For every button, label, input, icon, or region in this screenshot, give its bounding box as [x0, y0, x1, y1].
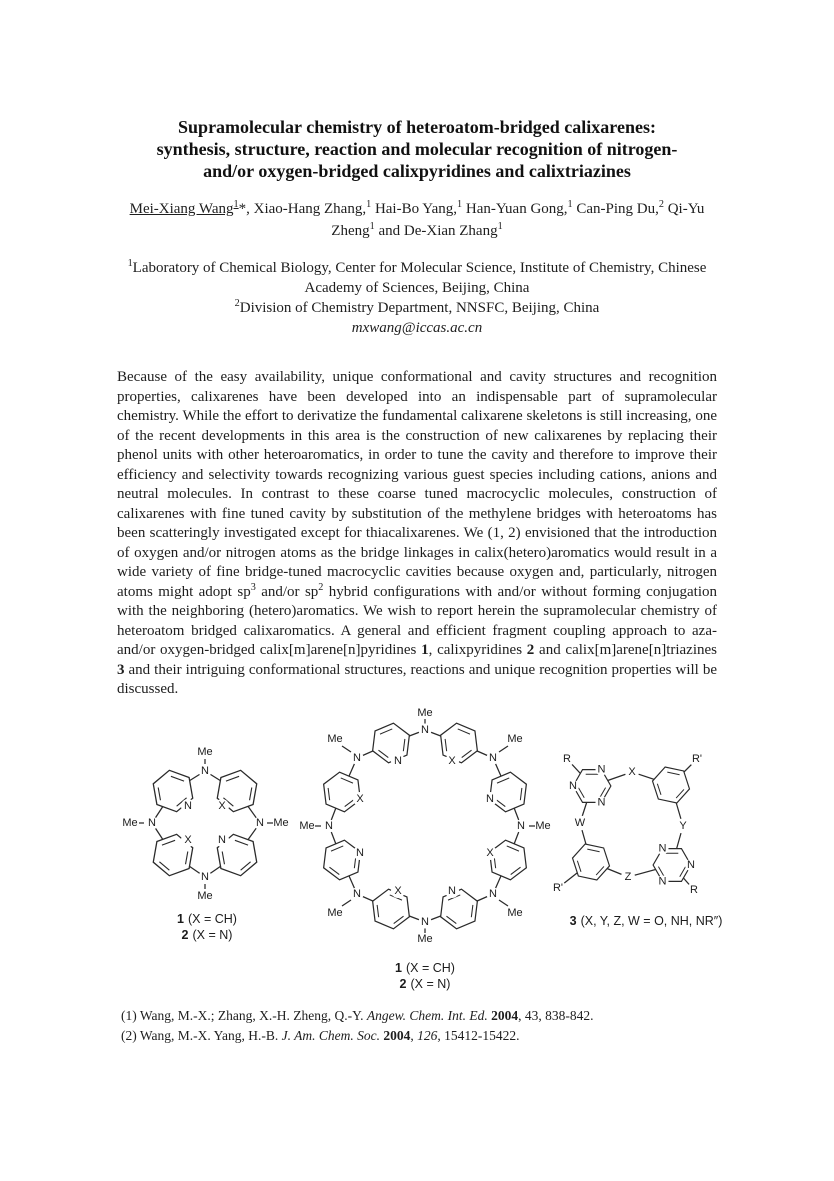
substituent-label-r: R	[690, 883, 698, 896]
affiliations-block	[117, 258, 717, 338]
molecule-structure-calix8	[296, 704, 554, 950]
atom-label-n: N	[569, 779, 577, 792]
methyl-label: Me	[535, 819, 551, 832]
compound-2-definition: (X = N)	[192, 927, 233, 942]
atom-label-n: N	[421, 723, 429, 736]
molecule-structure-calixtriazine	[548, 749, 720, 901]
atom-label-n: N	[353, 887, 361, 900]
atom-label-n: N	[325, 819, 333, 832]
title-line-3: and/or oxygen-bridged calixpyridines and calixtriazines	[203, 161, 631, 181]
atom-label-x: X	[356, 792, 364, 805]
methyl-label: Me	[273, 816, 289, 829]
atom-label-n: N	[597, 796, 606, 808]
affiliation-2: $^2$Division of Chemistry Department, NNSFC, Beijing, China	[234, 298, 600, 316]
compound-2-number: 2	[399, 976, 407, 991]
structure-calixtriazine-caption	[560, 913, 732, 929]
compound-1-number: 1	[395, 960, 402, 975]
compound-1-definition: (X = CH)	[187, 911, 237, 926]
substituent-label-r-prime: R'	[552, 881, 564, 894]
atom-label-x: X	[184, 833, 192, 846]
abstract-paragraph: Because of the easy availability, unique conformational and cavity structures and recognition properties, calixarenes have been developed into an indispensable part of supramolecular chemistry. While the effort to derivatize the fundamental calixarene skeletons is still increasing, one of the recent developments in this area is the construction of new calixarenes by replacing their phenol units with other heteroaromatics, in order to tune the cavity and therefore to improve their efficiency and selectivity towards recognizing various guest species including cations, anions and neutral molecules. In contrast to these coarse tuned macrocyclic molecules, construction of calixarenes with fine tuned cavity by substitution of the methylene bridges with heteroatoms has been scatteringly investigated except for thiacalixarenes. We (1, 2) envisioned that the introduction of oxygen and/or nitrogen atoms as the bridge linkages in calix(hetero)aromatics would result in a wide variety of fine bridge-tuned macrocyclic cavities because oxygen and, particularly, nitrogen atoms might adopt $sp^3$ and/or $sp^2$ hybrid configurations with and/or without forming conjugation with the neighboring (hetero)aromatics. We wish to report herein the supramolecular chemistry of heteroatom bridged calixaromatics. A general and efficient fragment coupling approach to aza- and/or oxygen-bridged calix[m]arene[n]pyridines 1, calixpyridines 2 and calix[m]arene[n]triazines 3 and their intriguing conformational structures, reactions and unique recognition properties will be discussed.	[117, 369, 717, 697]
atom-label-n: N	[394, 754, 402, 767]
structure-calix8-column	[296, 704, 554, 992]
atom-label-n: N	[597, 763, 606, 775]
atom-label-x: X	[394, 884, 402, 897]
atom-label-x: X	[218, 799, 226, 812]
ring-hexagons	[569, 765, 693, 882]
bridge-label-x: X	[628, 765, 636, 778]
compound-3-number: 3	[569, 913, 577, 928]
atom-label-n: N	[218, 833, 226, 846]
atom-label-n: N	[489, 887, 497, 900]
methyl-label: Me	[327, 906, 343, 919]
paper-title	[117, 116, 717, 182]
bridge-label-z: Z	[624, 870, 632, 883]
reference-2: (2) Wang, M.-X. Yang, H.-B. J. Am. Chem. Soc. 2004, 126, 15412-15422.	[121, 1027, 520, 1043]
atom-label-n: N	[356, 846, 364, 859]
reference-1: (1) Wang, M.-X.; Zhang, X.-H. Zheng, Q.-Y. Angew. Chem. Int. Ed. 2004, 43, 838-842.	[121, 1007, 594, 1023]
compound-1-definition: (X = CH)	[405, 960, 455, 975]
atom-label-n: N	[486, 792, 494, 805]
compound-2-definition: (X = N)	[410, 976, 451, 991]
atom-label-n: N	[256, 816, 264, 829]
authors-line: Mei-Xiang Wang$^1$*, Xiao-Hang Zhang,$^1$ Hai-Bo Yang,$^1$ Han-Yuan Gong,$^1$ Can-Ping Du,$^2$ Qi-Yu Zheng$^1$ and De-Xian Zhang$^1$	[129, 199, 705, 239]
molecule-structure-calix4	[118, 743, 296, 905]
atom-label-n: N	[489, 751, 497, 764]
atom-label-n: N	[184, 799, 192, 812]
bridge-label-y: Y	[679, 819, 687, 832]
atom-label-n: N	[201, 764, 209, 777]
methyl-label: Me	[507, 732, 523, 745]
atom-label-x: X	[448, 754, 456, 767]
atom-label-n: N	[353, 751, 361, 764]
atom-label-n: N	[448, 884, 456, 897]
atom-label-n: N	[658, 842, 667, 854]
methyl-label: Me	[299, 819, 315, 832]
substituent-label-r: R	[563, 752, 571, 765]
methyl-label: Me	[197, 745, 213, 758]
methyl-label: Me	[417, 932, 433, 945]
atom-label-n: N	[421, 915, 429, 928]
methyl-label: Me	[417, 706, 433, 719]
substituent-label-r-prime: R'	[691, 752, 703, 765]
methyl-label: Me	[122, 816, 138, 829]
structure-calix4-caption	[118, 911, 296, 943]
title-line-2: synthesis, structure, reaction and molecular recognition of nitrogen-	[156, 139, 678, 159]
atom-label-n: N	[201, 870, 209, 883]
bridge-label-w: W	[574, 816, 586, 829]
references-block	[117, 1006, 717, 1046]
atom-label-n: N	[517, 819, 525, 832]
structure-calixtriazine-column	[548, 749, 723, 929]
affiliation-1: $^1$Laboratory of Chemical Biology, Center for Molecular Science, Institute of Chemistry, Chinese Academy of Sciences, Beijing, China	[127, 258, 707, 296]
compound-1-number: 1	[177, 911, 184, 926]
compound-2-number: 2	[181, 927, 189, 942]
atom-labels	[299, 707, 550, 945]
title-line-1: Supramolecular chemistry of heteroatom-bridged calixarenes:	[178, 117, 656, 137]
methyl-label: Me	[507, 906, 523, 919]
bond-lines	[315, 719, 535, 933]
compound-3-definition: (X, Y, Z, W = O, NH, NR″)	[580, 913, 723, 928]
contact-email: mxwang@iccas.ac.cn	[351, 320, 483, 336]
structure-calix8-caption	[296, 960, 554, 992]
methyl-label: Me	[197, 889, 213, 902]
methyl-label: Me	[327, 732, 343, 745]
atom-label-n: N	[687, 858, 695, 871]
atom-label-x: X	[486, 846, 494, 859]
ring-hexagons	[147, 766, 263, 879]
atom-labels	[122, 746, 288, 902]
atom-label-n: N	[148, 816, 156, 829]
structure-calix4-column	[118, 743, 296, 943]
atom-label-n: N	[658, 875, 667, 887]
figures-row	[117, 706, 723, 998]
